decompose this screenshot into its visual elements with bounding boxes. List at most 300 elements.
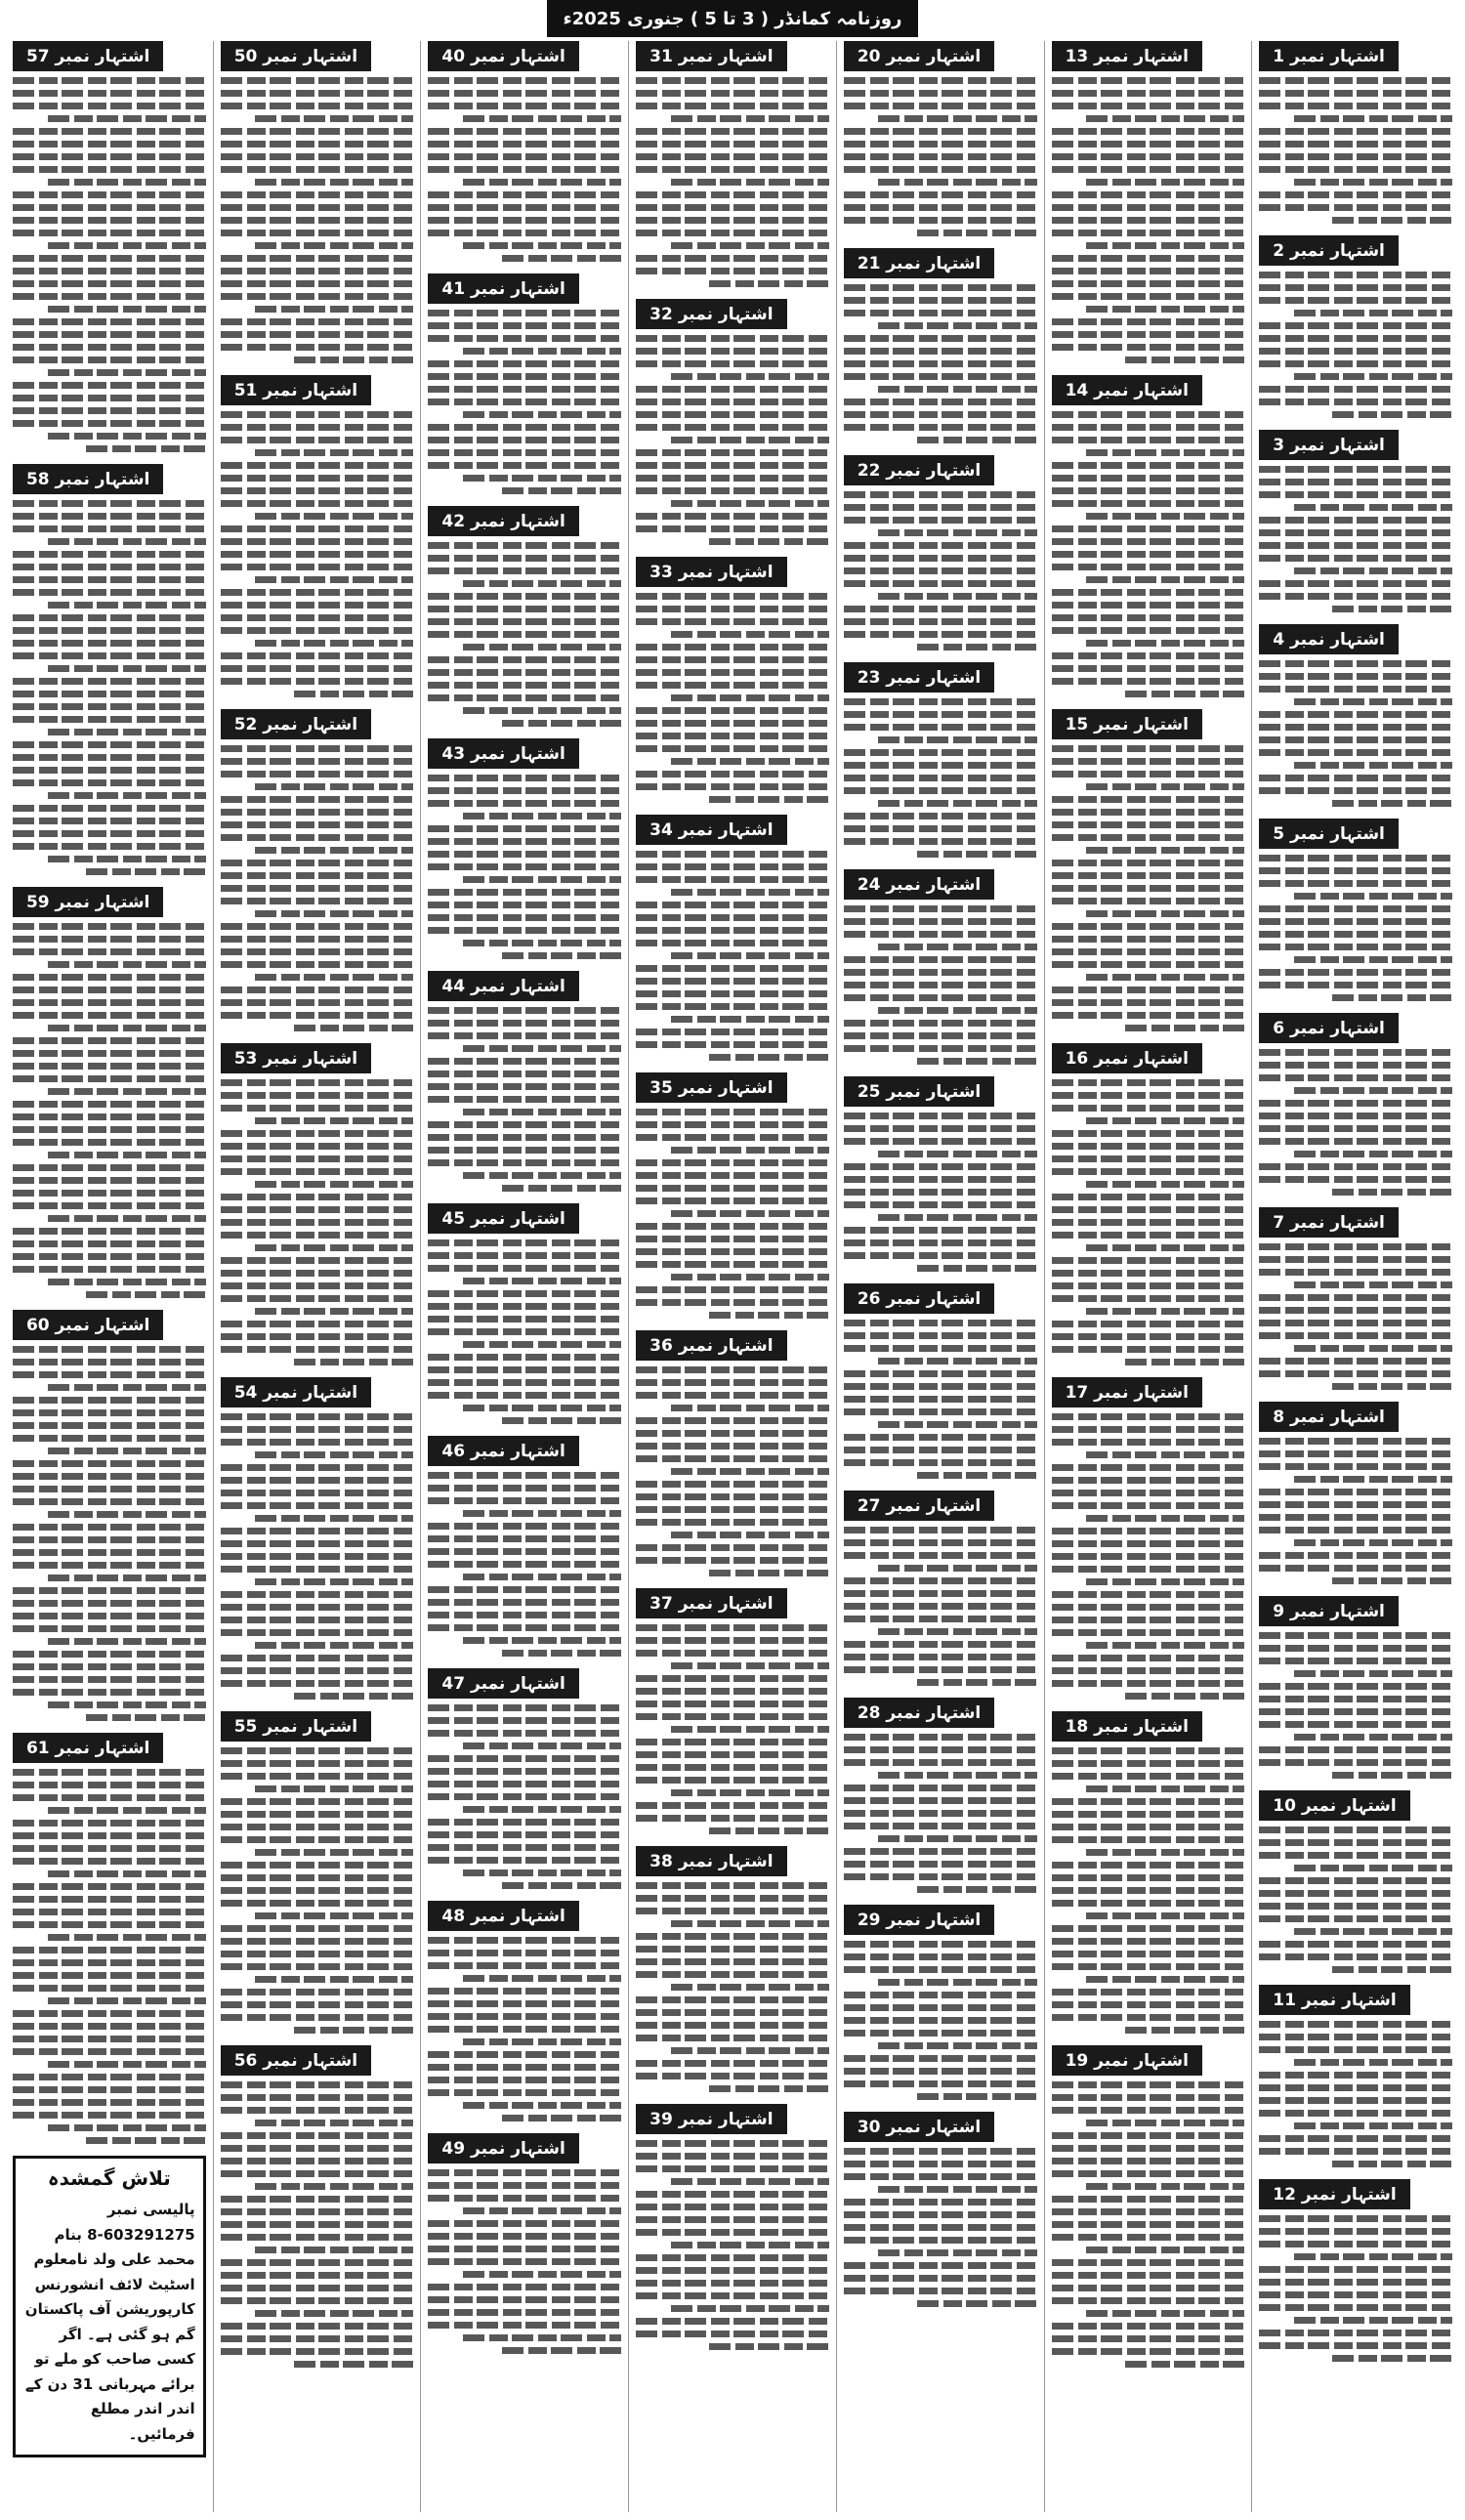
ad-text-line <box>1294 567 1452 574</box>
ad-text-line <box>844 956 1037 963</box>
ad-number-label <box>1259 430 1452 460</box>
ad-text-line <box>428 90 621 97</box>
ad-text-line <box>13 420 206 427</box>
ad-text-line <box>671 1789 829 1796</box>
ad-text-line <box>428 555 621 562</box>
ad-text-line <box>1052 217 1245 224</box>
ad-text-line <box>13 741 206 748</box>
ad-text-line <box>878 736 1036 743</box>
ad-text-line <box>255 783 413 790</box>
ad-text-line <box>636 1236 829 1242</box>
ad-text-line <box>1294 956 1452 963</box>
ad-text-line <box>636 1895 829 1902</box>
ad-text-line <box>1052 1206 1245 1213</box>
ad-text-line <box>844 90 1037 97</box>
ad-number-label <box>221 375 414 405</box>
ad-text-line <box>917 1886 1037 1893</box>
ad-text-line <box>221 1938 414 1945</box>
ad-text-line <box>671 1405 829 1411</box>
ad-text-line <box>13 1486 206 1492</box>
ad-text-line <box>48 1448 206 1454</box>
ad-text-line <box>844 2262 1037 2269</box>
ad-text-line <box>428 914 621 921</box>
ad-text-line <box>1052 1951 1245 1957</box>
ad-text-line <box>13 90 206 97</box>
ad-text-line <box>1294 179 1452 186</box>
ad-text-line <box>844 1552 1037 1559</box>
ad-text-line <box>1052 1333 1245 1340</box>
ad-text-line <box>428 217 621 224</box>
ad-text-line <box>1086 974 1244 981</box>
ad-text-line <box>48 665 206 672</box>
ad-text-line <box>255 1785 413 1792</box>
ad-text-line <box>844 606 1037 612</box>
ad-number-text: اشتہار نمبر 5 <box>1259 819 1399 849</box>
ad-text-line <box>1052 872 1245 879</box>
ad-text-line <box>1259 1438 1452 1445</box>
ad-text-line <box>1259 1658 1452 1664</box>
ad-text-line <box>221 1667 414 1674</box>
ad-text-line <box>221 614 414 621</box>
ad-text-line <box>844 310 1037 316</box>
ad-text-line <box>221 217 414 224</box>
ad-text-line <box>428 631 621 638</box>
ad-text-line <box>428 462 621 469</box>
ad-text-line <box>878 1565 1036 1572</box>
ad-text-line <box>428 1252 621 1259</box>
ad-text-line <box>221 2170 414 2177</box>
ad-item <box>221 41 414 363</box>
ad-text-line <box>636 77 829 84</box>
ad-text-line <box>221 153 414 160</box>
ad-number-text: اشتہار نمبر 44 <box>428 971 578 1001</box>
ad-text-line <box>13 1676 206 1683</box>
ad-text-line <box>294 1693 414 1700</box>
ad-text-line <box>221 2285 414 2291</box>
ad-text-line <box>1052 255 1245 262</box>
ad-text-line <box>844 128 1037 135</box>
ad-text-line <box>844 1201 1037 1208</box>
ad-text-line <box>844 1189 1037 1196</box>
ad-text-line <box>844 1953 1037 1960</box>
ad-text-line <box>1259 918 1452 925</box>
ad-text-line <box>428 1354 621 1361</box>
ad-text-line <box>1052 103 1245 109</box>
ad-text-line <box>221 1874 414 1881</box>
ad-number-text: اشتہار نمبر 61 <box>13 1733 163 1763</box>
ad-text-line <box>671 1016 829 1023</box>
ad-text-line <box>636 1003 829 1010</box>
ad-text-line <box>1125 1025 1245 1031</box>
ad-item <box>13 887 206 1298</box>
ad-text-line <box>463 2207 621 2214</box>
ad-text-line <box>1052 1477 1245 1484</box>
ad-text-line <box>878 179 1036 186</box>
ad-column <box>213 41 421 2512</box>
ad-text-line <box>463 1637 621 1644</box>
ad-text-line <box>255 847 413 854</box>
ad-text-line <box>878 2186 1036 2193</box>
ad-text-line <box>636 2073 829 2079</box>
ad-text-line <box>221 745 414 752</box>
ad-text-line <box>671 1274 829 1281</box>
ad-text-line <box>636 449 829 456</box>
ad-number-text: اشتہار نمبر 31 <box>636 41 786 71</box>
ad-text-line <box>428 1624 621 1631</box>
ad-number-text: اشتہار نمبر 46 <box>428 1436 578 1466</box>
ad-text-line <box>844 2080 1037 2087</box>
ad-text-line <box>428 851 621 858</box>
ad-text-line <box>844 103 1037 109</box>
ad-text-line <box>428 1392 621 1399</box>
ad-text-line <box>1125 1359 1245 1365</box>
ad-text-line <box>636 1299 829 1306</box>
ad-text-line <box>221 475 414 482</box>
ad-text-line <box>13 1947 206 1953</box>
ad-text-line <box>221 1321 414 1327</box>
ad-text-line <box>1332 1772 1452 1779</box>
ad-text-line <box>13 1896 206 1903</box>
ad-number-label <box>13 464 206 494</box>
ad-text-line <box>1052 268 1245 274</box>
ad-text-line <box>1294 1281 1452 1288</box>
ad-text-line <box>636 462 829 469</box>
ad-text-line <box>1294 1734 1452 1741</box>
ad-text-line <box>463 1109 621 1115</box>
ad-text-line <box>1052 987 1245 993</box>
ad-text-line <box>13 614 206 621</box>
ad-text-line <box>255 640 413 647</box>
ad-text-line <box>1259 1839 1452 1846</box>
ad-text-line <box>13 1524 206 1531</box>
ad-text-line <box>13 2074 206 2080</box>
ad-text-line <box>1052 1143 1245 1150</box>
ad-text-line <box>636 360 829 367</box>
ad-text-line <box>1052 1155 1245 1162</box>
ad-text-line <box>1332 2161 1452 2167</box>
ad-text-line <box>844 1239 1037 1246</box>
ad-text-line <box>428 1781 621 1787</box>
ad-text-line <box>1259 2279 1452 2286</box>
ad-text-line <box>1052 500 1245 507</box>
ad-text-line <box>463 644 621 651</box>
ad-number-label <box>1259 1013 1452 1043</box>
ad-text-line <box>13 191 206 198</box>
ad-text-line <box>221 1490 414 1496</box>
ad-text-line <box>844 399 1037 405</box>
ad-text-line <box>1259 2342 1452 2349</box>
ad-text-line <box>13 1820 206 1827</box>
ad-text-line <box>294 691 414 697</box>
ad-text-line <box>13 1139 206 1146</box>
ad-text-line <box>1086 306 1244 313</box>
ad-text-line <box>636 1688 829 1695</box>
ad-item <box>1259 235 1452 418</box>
ad-text-line <box>1086 847 1244 854</box>
ad-text-line <box>878 1358 1036 1365</box>
ad-text-line <box>221 2014 414 2021</box>
ad-text-line <box>844 1759 1037 1766</box>
ad-text-line <box>1052 2272 1245 2279</box>
ad-text-line <box>844 2275 1037 2282</box>
ad-text-line <box>428 1612 621 1618</box>
ad-text-line <box>844 2237 1037 2244</box>
ad-number-text: اشتہار نمبر 8 <box>1259 1402 1399 1432</box>
ad-text-line <box>221 2001 414 2008</box>
ad-item <box>1259 41 1452 224</box>
ad-text-line <box>221 462 414 469</box>
ad-text-line <box>844 1666 1037 1673</box>
ad-text-line <box>844 1370 1037 1377</box>
ad-number-text: اشتہار نمبر 12 <box>1259 2179 1409 2209</box>
ad-text-line <box>1259 1450 1452 1457</box>
ad-text-line <box>636 2165 829 2172</box>
ad-text-line <box>636 851 829 858</box>
ad-text-line <box>636 606 829 612</box>
ad-text-line <box>636 1041 829 1048</box>
ad-text-line <box>221 898 414 904</box>
ad-text-line <box>428 542 621 549</box>
ad-text-line <box>1052 2107 1245 2114</box>
ad-text-line <box>221 872 414 879</box>
ad-text-line <box>48 1215 206 1222</box>
ad-text-line <box>1052 191 1245 198</box>
ad-text-line <box>1052 758 1245 765</box>
ad-text-line <box>428 103 621 109</box>
ad-item <box>1052 1711 1245 2034</box>
ad-text-line <box>1052 2323 1245 2330</box>
ad-number-label <box>636 1588 829 1618</box>
ad-number-text: اشتہار نمبر 48 <box>428 1901 578 1931</box>
ad-text-line <box>221 1012 414 1019</box>
ad-text-line <box>13 525 206 532</box>
ad-text-line <box>1052 771 1245 777</box>
ad-text-line <box>428 2258 621 2265</box>
ad-text-line <box>463 1172 621 1179</box>
ad-number-text: اشتہار نمبر 30 <box>844 2112 994 2142</box>
ad-text-line <box>1259 1683 1452 1690</box>
ad-text-line <box>636 593 829 600</box>
ad-text-line <box>13 1562 206 1569</box>
ad-text-line <box>221 771 414 777</box>
ad-text-line <box>671 2242 829 2248</box>
ad-text-line <box>428 2169 621 2176</box>
ad-text-line <box>13 779 206 786</box>
ad-text-line <box>13 1202 206 1209</box>
ad-text-line <box>844 2173 1037 2180</box>
ad-text-line <box>1259 2097 1452 2104</box>
ad-text-line <box>1259 1759 1452 1766</box>
ad-text-line <box>1052 1490 1245 1496</box>
ad-text-line <box>221 1502 414 1509</box>
ad-text-line <box>636 1506 829 1513</box>
ad-text-line <box>1259 2084 1452 2091</box>
ad-text-line <box>844 1603 1037 1610</box>
ad-text-line <box>1259 1501 1452 1508</box>
ad-text-line <box>1052 1439 1245 1446</box>
ad-number-label <box>844 869 1037 900</box>
ad-number-text: اشتہار نمبر 53 <box>221 1043 371 1073</box>
ad-text-line <box>221 1629 414 1636</box>
ad-text-line <box>13 2010 206 2017</box>
ad-text-line <box>221 2259 414 2266</box>
ad-number-text: اشتہار نمبر 24 <box>844 869 994 900</box>
ad-text-line <box>636 2191 829 2198</box>
ad-text-line <box>1332 800 1452 807</box>
ad-text-line <box>502 1882 622 1889</box>
ad-text-line <box>428 153 621 160</box>
ad-text-line <box>428 399 621 405</box>
ad-text-line <box>221 678 414 685</box>
ad-text-line <box>1052 2132 1245 2139</box>
ad-item <box>428 273 621 494</box>
ad-item <box>221 375 414 697</box>
ad-text-line <box>636 2280 829 2287</box>
ad-text-line <box>221 961 414 968</box>
ad-text-line <box>428 656 621 663</box>
ad-text-line <box>1052 1464 1245 1471</box>
ad-text-line <box>1086 2247 1244 2253</box>
ad-text-line <box>878 1835 1036 1842</box>
ad-number-label <box>1052 2045 1245 2076</box>
ad-text-line <box>636 863 829 870</box>
ad-text-line <box>636 525 829 532</box>
ad-text-line <box>1052 1862 1245 1869</box>
ad-text-line <box>428 141 621 147</box>
ad-text-line <box>428 373 621 380</box>
ad-text-line <box>13 1600 206 1607</box>
ad-text-line <box>1259 736 1452 743</box>
ad-text-line <box>1259 1696 1452 1702</box>
ad-text-line <box>428 1147 621 1154</box>
ad-text-line <box>13 1689 206 1696</box>
ad-text-line <box>636 411 829 418</box>
ad-text-line <box>636 902 829 908</box>
ad-item <box>636 1588 829 1834</box>
ad-text-line <box>13 204 206 211</box>
ad-text-line <box>1259 335 1452 342</box>
ad-text-line <box>1052 885 1245 892</box>
ad-text-line <box>1086 1308 1244 1315</box>
ad-text-line <box>221 1346 414 1353</box>
ad-text-line <box>844 749 1037 756</box>
ad-text-line <box>1052 834 1245 841</box>
ad-text-line <box>844 360 1037 367</box>
ad-text-line <box>221 1079 414 1086</box>
ad-text-line <box>428 191 621 198</box>
ad-text-line <box>1259 931 1452 938</box>
ad-text-line <box>636 399 829 405</box>
ad-text-line <box>13 1625 206 1632</box>
ad-text-line <box>844 711 1037 718</box>
ad-number-text: اشتہار نمبر 11 <box>1259 1985 1409 2015</box>
ad-text-line <box>844 1527 1037 1533</box>
ad-text-line <box>428 1121 621 1128</box>
ad-text-line <box>1086 910 1244 917</box>
ad-text-line <box>1259 1370 1452 1377</box>
ad-text-line <box>1259 77 1452 84</box>
ad-text-line <box>255 1181 413 1188</box>
ad-text-line <box>13 1587 206 1594</box>
ad-text-line <box>428 1535 621 1542</box>
ad-text-line <box>48 1870 206 1877</box>
ad-text-line <box>636 1134 829 1141</box>
ad-text-line <box>428 1472 621 1479</box>
ad-text-line <box>221 1333 414 1340</box>
ad-number-label <box>1259 819 1452 849</box>
ad-text-line <box>917 230 1037 236</box>
ad-text-line <box>221 1295 414 1302</box>
ad-number-text: اشتہار نمبر 39 <box>636 2104 786 2134</box>
ad-text-line <box>428 449 621 456</box>
ad-text-line <box>13 128 206 135</box>
ad-item <box>844 1491 1037 1686</box>
ad-text-line <box>463 2271 621 2278</box>
ad-text-line <box>844 217 1037 224</box>
ad-text-line <box>636 1392 829 1399</box>
ad-text-line <box>221 2094 414 2101</box>
ad-item <box>428 1436 621 1657</box>
ad-item <box>1259 430 1452 612</box>
ad-text-line <box>844 931 1037 938</box>
ad-number-label <box>428 273 621 304</box>
ad-text-line <box>1052 809 1245 816</box>
ad-text-line <box>1294 698 1452 705</box>
ad-text-line <box>1259 2291 1452 2298</box>
ad-text-line <box>221 500 414 507</box>
ad-text-line <box>1086 2183 1244 2190</box>
ad-number-text: اشتہار نمبر 19 <box>1052 2045 1202 2076</box>
ad-item <box>636 41 829 287</box>
ad-text-line <box>221 1951 414 1957</box>
ad-text-line <box>636 1544 829 1551</box>
ad-number-label <box>844 41 1037 71</box>
ad-text-line <box>1259 580 1452 587</box>
ad-text-line <box>844 504 1037 511</box>
ad-column <box>6 41 213 2512</box>
ad-text-line <box>1259 399 1452 405</box>
ad-number-label <box>1259 1985 1452 2015</box>
ad-text-line <box>1052 1282 1245 1289</box>
ad-text-line <box>48 602 206 609</box>
ad-number-label <box>221 1377 414 1407</box>
ad-text-line <box>636 2216 829 2223</box>
ad-text-line <box>1052 424 1245 431</box>
ad-text-line <box>221 204 414 211</box>
ad-text-line <box>48 1701 206 1708</box>
ad-item <box>221 709 414 1031</box>
ad-text-line <box>671 1662 829 1669</box>
ad-text-line <box>428 2182 621 2189</box>
ad-text-line <box>428 669 621 676</box>
ad-text-line <box>844 905 1037 912</box>
ad-item <box>428 2133 621 2354</box>
ad-text-line <box>13 1435 206 1442</box>
ad-text-line <box>1125 691 1245 697</box>
ad-text-line <box>1052 745 1245 752</box>
ad-text-line <box>463 580 621 587</box>
ad-text-line <box>428 1962 621 1969</box>
ad-text-line <box>428 2077 621 2083</box>
ad-item <box>1259 1013 1452 1196</box>
ad-text-line <box>13 1473 206 1480</box>
ad-text-line <box>428 800 621 807</box>
ad-text-line <box>294 1025 414 1031</box>
ad-text-line <box>255 910 413 917</box>
ad-text-line <box>1259 880 1452 887</box>
ad-text-line <box>221 987 414 993</box>
ad-text-line <box>917 1472 1037 1479</box>
